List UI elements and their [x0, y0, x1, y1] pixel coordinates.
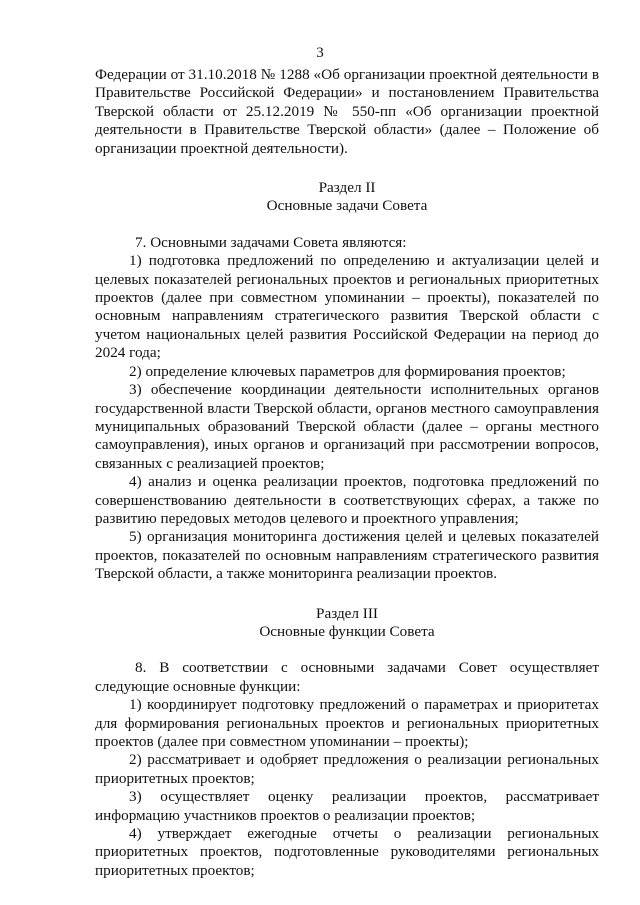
section-2-subitem: 4) анализ и оценка реализации проектов, подготовка предложений по совершенствованию деятельности в соответствующих сферах, а также по развитию передовых методов целевого и проектного управления; — [95, 473, 599, 527]
section-2-title: Основные задачи Совета — [266, 197, 428, 215]
section-3-subitem: 3) осуществляет оценку реализации проектов, рассматривает информацию участников проектов о реализации проектов; — [95, 788, 599, 824]
section-2 — [95, 179, 599, 584]
item-7: 7. Основными задачами Совета являются: — [135, 233, 407, 251]
section-3 — [95, 605, 599, 881]
page-number: 3 — [316, 45, 324, 61]
section-3-title: Основные функции Совета — [259, 622, 435, 640]
section-2-subitem: 2) определение ключевых параметров для формирования проектов; — [129, 362, 566, 380]
section-2-subitem: 1) подготовка предложений по определению и актуализации целей и целевых показателей региональных проектов и региональных приоритетных проектов (далее при совместном упоминании – проекты), показателей по основным направлениям стратегического развития Тверской области с учетом национальных целей развития Российской Федерации на период до 2024 года; — [95, 252, 599, 362]
section-2-subitem: 5) организация мониторинга достижения целей и целевых показателей проектов, показателей по основным направлениям стратегического развития Тверской области, а также мониторинга реализации проектов. — [95, 528, 599, 583]
section-3-subitem: 2) рассматривает и одобряет предложения о реализации региональных приоритетных проектов; — [95, 751, 599, 787]
item-8: 8. В соответствии с основными задачами Совет осуществляет следующие основные функции: — [95, 659, 599, 695]
section-3-subitem: 1) координирует подготовку предложений о параметрах и приоритетах для формирования региональных проектов и региональных приоритетных проектов (далее при совместном упоминании – проекты); — [95, 696, 599, 750]
intro-paragraph: Федерации от 31.10.2018 № 1288 «Об организации проектной деятельности в Правительстве Российской Федерации» и постановлением Правительства Тверской области от 25.12.2019 № 550-пп «Об организации проектной деятельности в Правительстве Тверской области» (далее – Положение об организации проектной деятельности). — [95, 66, 599, 157]
section-3-subitem: 4) утверждает ежегодные отчеты о реализации региональных приоритетных проектов, подготовленные руководителями региональных приоритетных проектов; — [95, 825, 599, 879]
section-3-heading: Раздел III — [316, 604, 378, 622]
section-2-subitem: 3) обеспечение координации деятельности исполнительных органов государственной власти Тверской области, органов местного самоуправления муниципальных образований Тверской области (далее – органы местного самоуправления), иных органов и организаций при рассмотрении вопросов, связанных с реализацией проектов; — [95, 381, 599, 472]
section-2-heading: Раздел II — [318, 179, 376, 197]
document-body — [95, 66, 599, 880]
